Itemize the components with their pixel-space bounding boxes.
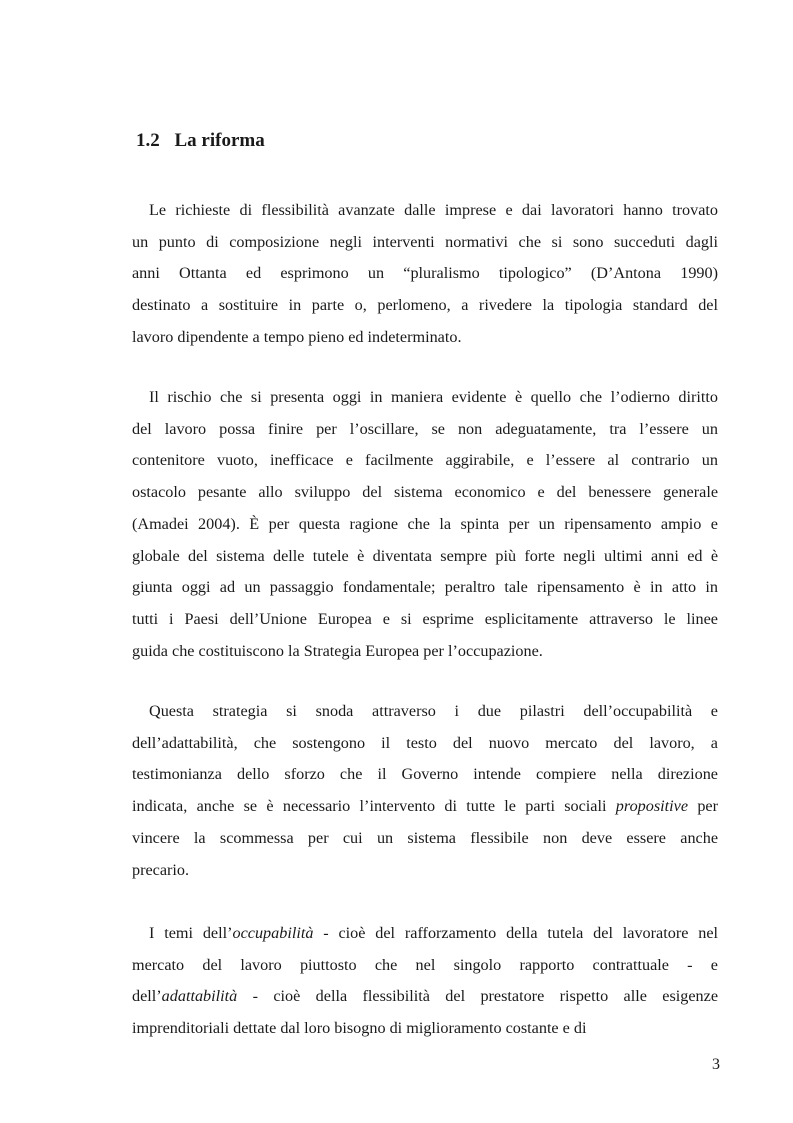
text-line: globale del sistema delle tutele è diventata sempre più forte negli ultimi anni ed è — [132, 546, 718, 565]
text-line: (Amadei 2004). È per questa ragione che la spinta per un ripensamento ampio e — [132, 514, 718, 533]
section-number: 1.2 — [136, 130, 160, 151]
text-line — [132, 791, 718, 823]
text-line: lavoro dipendente a tempo pieno ed indeterminato. — [132, 327, 462, 346]
paragraph-4 — [132, 918, 718, 1045]
text-segment: per — [688, 797, 718, 816]
text-line: guida che costituiscono la Strategia Europea per l’occupazione. — [132, 641, 543, 660]
paragraph-2 — [132, 382, 718, 667]
text-line: mercato del lavoro piuttosto che nel singolo rapporto contrattuale - e — [132, 955, 718, 974]
text-segment: - cioè della flessibilità del prestatore rispetto alle esigenze — [237, 987, 718, 1006]
text-segment: dell’ — [132, 987, 162, 1006]
italic-term: adattabilità — [161, 987, 238, 1006]
section-heading — [136, 130, 265, 152]
text-line — [132, 981, 718, 1013]
text-line: imprenditoriali dettate dal loro bisogno di miglioramento costante e di — [132, 1019, 587, 1038]
text-segment: I temi dell’ — [149, 924, 233, 942]
italic-term: occupabilità — [232, 924, 314, 942]
text-line: vincere la scommessa per cui un sistema flessibile non deve essere anche — [132, 828, 718, 847]
text-line: Questa strategia si snoda attraverso i due pilastri dell’occupabilità e — [149, 702, 718, 720]
paragraph-3 — [132, 696, 718, 886]
text-segment: - cioè del rafforzamento della tutela del lavoratore nel — [313, 924, 718, 942]
text-line: contenitore vuoto, inefficace e facilmente aggirabile, e l’essere al contrario un — [132, 451, 718, 470]
text-line: dell’adattabilità, che sostengono il testo del nuovo mercato del lavoro, a — [132, 733, 718, 752]
text-line: testimonianza dello sforzo che il Governo intende compiere nella direzione — [132, 765, 718, 784]
text-line: Le richieste di flessibilità avanzate dalle imprese e dai lavoratori hanno trovato — [149, 201, 718, 219]
text-line: del lavoro possa finire per l’oscillare, se non adeguatamente, tra l’essere un — [132, 419, 718, 438]
italic-term: propositive — [615, 797, 689, 816]
text-line: tutti i Paesi dell’Unione Europea e si esprime esplicitamente attraverso le linee — [132, 609, 718, 628]
text-segment: indicata, anche se è necessario l’intervento di tutte le parti sociali — [132, 797, 616, 816]
text-line: un punto di composizione negli interventi normativi che si sono succeduti dagli — [132, 232, 718, 251]
text-line: ostacolo pesante allo sviluppo del sistema economico e del benessere generale — [132, 483, 718, 502]
text-line: anni Ottanta ed esprimono un “pluralismo tipologico” (D’Antona 1990) — [132, 264, 718, 283]
text-line: destinato a sostituire in parte o, perlomeno, a rivedere la tipologia standard del — [132, 296, 718, 315]
text-line — [132, 918, 718, 950]
text-line: precario. — [132, 860, 190, 879]
text-line: Il rischio che si presenta oggi in maniera evidente è quello che l’odierno diritto — [149, 388, 718, 406]
text-line: giunta oggi ad un passaggio fondamentale; peraltro tale ripensamento è in atto in — [132, 578, 718, 597]
section-title: La riforma — [174, 130, 265, 151]
page-number: 3 — [712, 1056, 720, 1073]
paragraph-1 — [132, 195, 718, 354]
